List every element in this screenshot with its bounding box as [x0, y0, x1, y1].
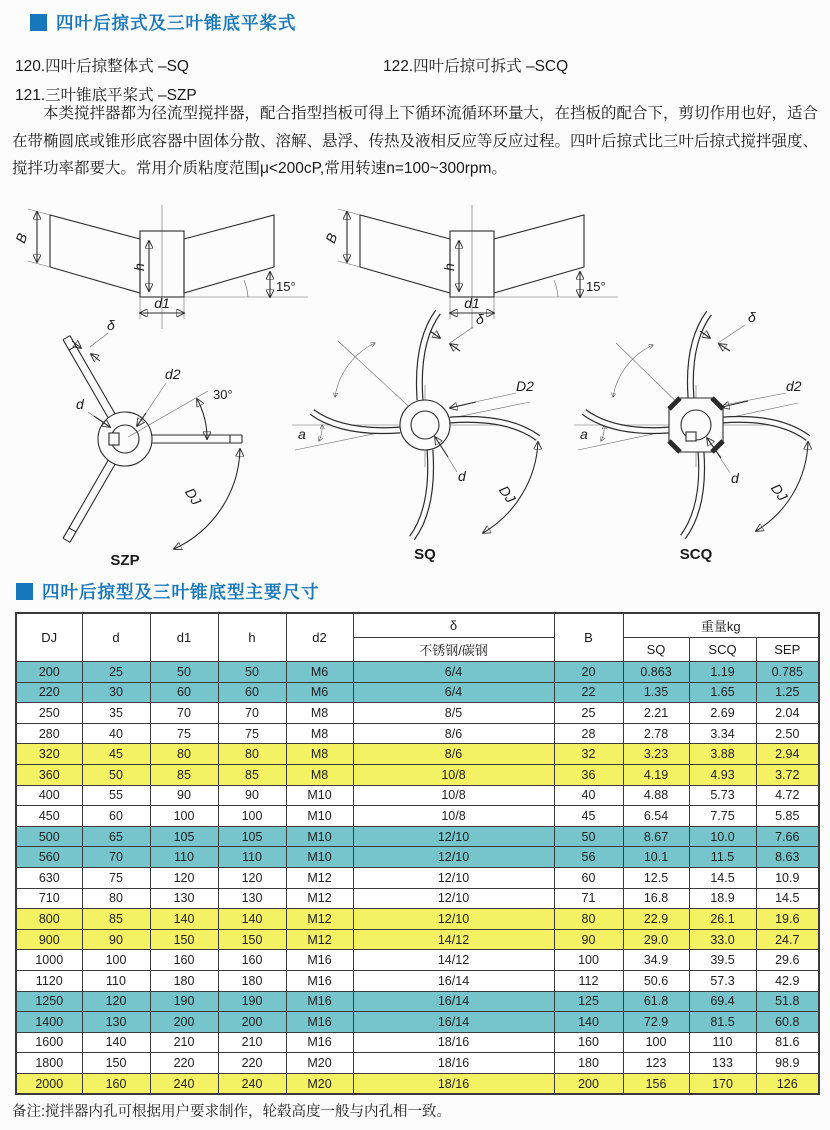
- blade-right: [494, 215, 584, 293]
- table-cell: 16/14: [353, 991, 554, 1012]
- table-cell: 0.863: [623, 662, 689, 683]
- table-cell: 51.8: [756, 991, 819, 1012]
- table-cell: 0.785: [756, 662, 819, 683]
- col-header-scq: SCQ: [689, 638, 756, 662]
- table-cell: 125: [554, 991, 623, 1012]
- table-cell: 18/16: [353, 1053, 554, 1074]
- table-cell: 2.78: [623, 723, 689, 744]
- table-cell: 100: [623, 1032, 689, 1053]
- dim-label-d: d: [76, 396, 84, 412]
- table-cell: 105: [150, 826, 218, 847]
- table-cell: 39.5: [689, 950, 756, 971]
- blade-left: [50, 215, 140, 293]
- dim-label-DJ: DJ: [495, 482, 519, 506]
- table-cell: 14/12: [353, 929, 554, 950]
- table-cell: 140: [218, 909, 286, 930]
- table-cell: 42.9: [756, 970, 819, 991]
- table-cell: 210: [150, 1032, 218, 1053]
- dim-label-D2: D2: [516, 378, 534, 394]
- table-cell: M12: [286, 929, 353, 950]
- table-cell: 180: [218, 970, 286, 991]
- table-cell: 450: [16, 806, 82, 827]
- table-cell: 140: [150, 909, 218, 930]
- table-cell: 250: [16, 703, 82, 724]
- table-cell: 70: [82, 847, 150, 868]
- col-header-material: 不锈钢/碳钢: [353, 638, 554, 662]
- table-cell: 12/10: [353, 867, 554, 888]
- table-cell: 8.63: [756, 847, 819, 868]
- side-view-diagram-left: [12, 201, 312, 333]
- table-cell: 69.4: [689, 991, 756, 1012]
- table-cell: 133: [689, 1053, 756, 1074]
- dim-label-DJ: DJ: [181, 484, 205, 508]
- table-cell: 126: [756, 1073, 819, 1094]
- szp-diagram: [10, 317, 270, 569]
- table-cell: 160: [82, 1073, 150, 1094]
- table-cell: M16: [286, 1012, 353, 1033]
- table-cell: 6/4: [353, 682, 554, 703]
- table-cell: 25: [82, 662, 150, 683]
- table-cell: 1250: [16, 991, 82, 1012]
- table-cell: 150: [82, 1053, 150, 1074]
- table-cell: 5.73: [689, 785, 756, 806]
- table-cell: 18/16: [353, 1073, 554, 1094]
- table-cell: 130: [218, 888, 286, 909]
- table-cell: 26.1: [689, 909, 756, 930]
- table-cell: 2.21: [623, 703, 689, 724]
- table-cell: M8: [286, 723, 353, 744]
- table-cell: 1120: [16, 970, 82, 991]
- table-cell: 65: [82, 826, 150, 847]
- table-cell: 12/10: [353, 909, 554, 930]
- table-cell: 12/10: [353, 888, 554, 909]
- table-cell: M8: [286, 764, 353, 785]
- table-cell: 200: [554, 1073, 623, 1094]
- dim-label-delta: δ: [107, 317, 115, 333]
- table-cell: 4.93: [689, 764, 756, 785]
- table-cell: 25: [554, 703, 623, 724]
- diagrams-area: [0, 195, 830, 575]
- table-cell: 1.65: [689, 682, 756, 703]
- table-cell: 33.0: [689, 929, 756, 950]
- section1-header: [30, 10, 297, 35]
- table-row: [16, 1053, 819, 1074]
- angle-label-15: 15°: [586, 279, 606, 294]
- table-cell: 18/16: [353, 1032, 554, 1053]
- table-cell: 10/8: [353, 806, 554, 827]
- table-cell: 10/8: [353, 764, 554, 785]
- table-cell: 190: [150, 991, 218, 1012]
- table-cell: 5.85: [756, 806, 819, 827]
- table-cell: 75: [82, 867, 150, 888]
- table-cell: 4.88: [623, 785, 689, 806]
- table-cell: 7.75: [689, 806, 756, 827]
- table-cell: 200: [150, 1012, 218, 1033]
- table-cell: 1.35: [623, 682, 689, 703]
- table-row: [16, 682, 819, 703]
- table-cell: 156: [623, 1073, 689, 1094]
- col-header-b: B: [554, 613, 623, 662]
- table-row: [16, 1032, 819, 1053]
- table-cell: 12/10: [353, 826, 554, 847]
- section1-title: 四叶后掠式及三叶锥底平桨式: [56, 13, 297, 33]
- table-cell: 200: [16, 662, 82, 683]
- szp-caption: SZP: [110, 552, 140, 569]
- table-cell: M16: [286, 970, 353, 991]
- dim-label-DJ: DJ: [767, 480, 791, 504]
- table-cell: M16: [286, 991, 353, 1012]
- table-cell: 10.9: [756, 867, 819, 888]
- table-cell: 56: [554, 847, 623, 868]
- table-cell: 71: [554, 888, 623, 909]
- table-cell: 40: [554, 785, 623, 806]
- table-cell: 3.72: [756, 764, 819, 785]
- table-cell: 360: [16, 764, 82, 785]
- table-cell: 50.6: [623, 970, 689, 991]
- table-cell: 50: [554, 826, 623, 847]
- table-cell: 110: [150, 847, 218, 868]
- table-cell: 85: [218, 764, 286, 785]
- table-cell: 40: [82, 723, 150, 744]
- table-cell: 34.9: [623, 950, 689, 971]
- table-cell: 220: [16, 682, 82, 703]
- table-cell: 12.5: [623, 867, 689, 888]
- table-cell: 80: [82, 888, 150, 909]
- model-item-120: 120.四叶后掠整体式 –SQ: [15, 58, 189, 75]
- table-row: [16, 703, 819, 724]
- table-row: [16, 723, 819, 744]
- dim-label-d1: d1: [464, 295, 480, 311]
- model-item-121: 121.三叶锥底平桨式 –SZP: [15, 87, 197, 104]
- table-cell: 85: [150, 764, 218, 785]
- keyway: [686, 432, 696, 441]
- table-cell: 110: [218, 847, 286, 868]
- table-cell: 3.34: [689, 723, 756, 744]
- table-cell: 110: [82, 970, 150, 991]
- section2-header: [16, 579, 320, 604]
- table-cell: 81.6: [756, 1032, 819, 1053]
- table-cell: M8: [286, 744, 353, 765]
- angle-label-30: 30°: [213, 387, 233, 402]
- table-cell: 2.50: [756, 723, 819, 744]
- table-cell: 100: [150, 806, 218, 827]
- table-cell: 10.0: [689, 826, 756, 847]
- dim-label-d2: d2: [786, 378, 802, 394]
- table-cell: 16/14: [353, 1012, 554, 1033]
- table-cell: 1000: [16, 950, 82, 971]
- table-cell: 2.69: [689, 703, 756, 724]
- table-cell: 6.54: [623, 806, 689, 827]
- table-cell: 500: [16, 826, 82, 847]
- table-cell: M10: [286, 847, 353, 868]
- col-header-h: h: [218, 613, 286, 662]
- table-cell: 16.8: [623, 888, 689, 909]
- table-cell: 90: [82, 929, 150, 950]
- table-cell: 12/10: [353, 847, 554, 868]
- table-cell: 3.88: [689, 744, 756, 765]
- table-cell: 80: [218, 744, 286, 765]
- table-row: [16, 1073, 819, 1094]
- table-cell: 3.23: [623, 744, 689, 765]
- col-header-d2: d2: [286, 613, 353, 662]
- table-cell: 900: [16, 929, 82, 950]
- table-cell: 105: [218, 826, 286, 847]
- table-cell: 14.5: [756, 888, 819, 909]
- description-paragraph: 本类搅拌器都为径流型搅拌器，配合指型挡板可得上下循环流循环环量大，在挡板的配合下，剪切作用也好，适合在带椭圆底或锥形底容器中固体分散、溶解、悬浮、传热及液相反应等反应过程。四叶后掠式比三叶后掠式搅拌强度、搅拌功率都要大。常用介质粘度范围μ<200cP,常用转速n=100~300rpm。: [12, 105, 819, 177]
- table-header: [16, 613, 819, 662]
- table-cell: 2000: [16, 1073, 82, 1094]
- col-header-sep: SEP: [756, 638, 819, 662]
- table-cell: 14/12: [353, 950, 554, 971]
- dimension-table-body: [16, 662, 819, 1095]
- table-cell: 560: [16, 847, 82, 868]
- table-cell: 50: [218, 662, 286, 683]
- table-cell: M6: [286, 662, 353, 683]
- table-cell: 11.5: [689, 847, 756, 868]
- dimension-table: [15, 612, 820, 1095]
- table-row: [16, 806, 819, 827]
- table-cell: 1800: [16, 1053, 82, 1074]
- sq-caption: SQ: [414, 546, 436, 563]
- table-cell: 24.7: [756, 929, 819, 950]
- table-cell: 120: [82, 991, 150, 1012]
- table-cell: M16: [286, 1032, 353, 1053]
- sq-diagram: [280, 305, 570, 563]
- table-cell: 100: [218, 806, 286, 827]
- table-cell: 110: [689, 1032, 756, 1053]
- table-cell: 240: [150, 1073, 218, 1094]
- table-cell: 30: [82, 682, 150, 703]
- table-cell: 45: [82, 744, 150, 765]
- table-cell: M12: [286, 888, 353, 909]
- table-cell: 45: [554, 806, 623, 827]
- table-cell: 60: [218, 682, 286, 703]
- table-cell: 160: [150, 950, 218, 971]
- table-row: [16, 867, 819, 888]
- table-cell: 1.19: [689, 662, 756, 683]
- table-row: [16, 847, 819, 868]
- table-cell: M16: [286, 950, 353, 971]
- table-cell: 70: [150, 703, 218, 724]
- table-cell: M10: [286, 806, 353, 827]
- table-cell: 55: [82, 785, 150, 806]
- table-cell: 4.72: [756, 785, 819, 806]
- table-cell: 170: [689, 1073, 756, 1094]
- table-cell: 29.0: [623, 929, 689, 950]
- table-cell: 800: [16, 909, 82, 930]
- table-cell: 200: [218, 1012, 286, 1033]
- table-cell: 7.66: [756, 826, 819, 847]
- hub-bore: [411, 411, 439, 439]
- keyway: [109, 433, 119, 445]
- table-cell: 28: [554, 723, 623, 744]
- table-cell: 180: [150, 970, 218, 991]
- col-header-sq: SQ: [623, 638, 689, 662]
- table-cell: 6/4: [353, 662, 554, 683]
- table-cell: 320: [16, 744, 82, 765]
- table-cell: 22: [554, 682, 623, 703]
- table-cell: 70: [218, 703, 286, 724]
- table-row: [16, 888, 819, 909]
- table-cell: 14.5: [689, 867, 756, 888]
- table-row: [16, 785, 819, 806]
- dim-label-h: h: [441, 263, 457, 271]
- szp-dimensions: [72, 317, 240, 549]
- table-cell: 220: [218, 1053, 286, 1074]
- scq-caption: SCQ: [679, 546, 713, 563]
- dim-label-delta: δ: [476, 311, 484, 327]
- table-cell: 1600: [16, 1032, 82, 1053]
- col-header-dj: DJ: [16, 613, 82, 662]
- table-cell: 190: [218, 991, 286, 1012]
- table-cell: 280: [16, 723, 82, 744]
- table-cell: 8/6: [353, 744, 554, 765]
- table-cell: 130: [82, 1012, 150, 1033]
- table-cell: M12: [286, 867, 353, 888]
- table-cell: 60: [554, 867, 623, 888]
- table-cell: 18.9: [689, 888, 756, 909]
- table-cell: 16/14: [353, 970, 554, 991]
- dim-label-d: d: [458, 468, 466, 484]
- table-cell: 57.3: [689, 970, 756, 991]
- table-cell: 50: [150, 662, 218, 683]
- angle-label-15: 15°: [276, 279, 296, 294]
- table-cell: 400: [16, 785, 82, 806]
- table-cell: 220: [150, 1053, 218, 1074]
- table-cell: 90: [150, 785, 218, 806]
- table-cell: 19.6: [756, 909, 819, 930]
- table-cell: 85: [82, 909, 150, 930]
- dim-label-B: B: [322, 230, 341, 246]
- blue-square-bullet-icon: [16, 583, 33, 600]
- table-cell: 10/8: [353, 785, 554, 806]
- table-cell: 140: [82, 1032, 150, 1053]
- table-cell: 4.19: [623, 764, 689, 785]
- table-cell: 120: [150, 867, 218, 888]
- table-cell: 1.25: [756, 682, 819, 703]
- col-header-delta: δ: [353, 613, 554, 638]
- table-cell: 2.04: [756, 703, 819, 724]
- table-cell: M10: [286, 785, 353, 806]
- model-item-122: 122.四叶后掠可拆式 –SCQ: [383, 58, 569, 75]
- table-row: [16, 826, 819, 847]
- table-row: [16, 1012, 819, 1033]
- table-cell: 75: [150, 723, 218, 744]
- blade-left: [360, 215, 450, 293]
- dim-label-a: a: [580, 426, 588, 442]
- table-row: [16, 764, 819, 785]
- dim-label-d2: d2: [165, 366, 181, 382]
- table-cell: 120: [218, 867, 286, 888]
- table-cell: 22.9: [623, 909, 689, 930]
- table-cell: 60.8: [756, 1012, 819, 1033]
- table-cell: M6: [286, 682, 353, 703]
- table-cell: 123: [623, 1053, 689, 1074]
- table-cell: 240: [218, 1073, 286, 1094]
- table-cell: 98.9: [756, 1053, 819, 1074]
- col-header-d: d: [82, 613, 150, 662]
- table-row: [16, 991, 819, 1012]
- table-cell: 50: [82, 764, 150, 785]
- section2-title: 四叶后掠型及三叶锥底型主要尺寸: [42, 582, 320, 602]
- table-row: [16, 929, 819, 950]
- table-cell: 8/6: [353, 723, 554, 744]
- table-cell: 1400: [16, 1012, 82, 1033]
- table-cell: 630: [16, 867, 82, 888]
- table-row: [16, 950, 819, 971]
- table-cell: 81.5: [689, 1012, 756, 1033]
- table-cell: 60: [150, 682, 218, 703]
- table-cell: 20: [554, 662, 623, 683]
- table-cell: 29.6: [756, 950, 819, 971]
- table-cell: M8: [286, 703, 353, 724]
- footnote: 备注:搅拌器内孔可根据用户要求制作，轮毂高度一般与内孔相一致。: [12, 1104, 452, 1120]
- table-cell: 8/5: [353, 703, 554, 724]
- table-cell: 710: [16, 888, 82, 909]
- table-cell: 160: [554, 1032, 623, 1053]
- table-row: [16, 970, 819, 991]
- dim-label-a: a: [298, 426, 306, 442]
- table-cell: 112: [554, 970, 623, 991]
- impeller-side-drawing: [12, 205, 308, 329]
- table-cell: 80: [150, 744, 218, 765]
- scq-diagram: [568, 305, 830, 563]
- table-row: [16, 744, 819, 765]
- table-cell: 75: [218, 723, 286, 744]
- table-cell: 160: [218, 950, 286, 971]
- table-cell: M20: [286, 1073, 353, 1094]
- dim-label-delta: δ: [748, 309, 756, 325]
- col-header-weight: 重量kg: [623, 613, 819, 638]
- table-cell: 150: [150, 929, 218, 950]
- table-cell: 61.8: [623, 991, 689, 1012]
- table-cell: 32: [554, 744, 623, 765]
- dim-label-B: B: [12, 230, 31, 246]
- table-cell: M12: [286, 909, 353, 930]
- table-cell: 36: [554, 764, 623, 785]
- table-cell: M10: [286, 826, 353, 847]
- table-cell: 80: [554, 909, 623, 930]
- table-cell: 210: [218, 1032, 286, 1053]
- table-cell: M20: [286, 1053, 353, 1074]
- table-cell: 60: [82, 806, 150, 827]
- dim-label-d1: d1: [154, 295, 170, 311]
- table-cell: 90: [554, 929, 623, 950]
- table-cell: 8.67: [623, 826, 689, 847]
- blue-square-bullet-icon: [30, 14, 47, 31]
- table-cell: 130: [150, 888, 218, 909]
- table-row: [16, 662, 819, 683]
- table-cell: 100: [82, 950, 150, 971]
- table-cell: 72.9: [623, 1012, 689, 1033]
- table-cell: 100: [554, 950, 623, 971]
- table-cell: 150: [218, 929, 286, 950]
- dim-label-d: d: [731, 470, 739, 486]
- col-header-d1: d1: [150, 613, 218, 662]
- table-cell: 140: [554, 1012, 623, 1033]
- table-row: [16, 909, 819, 930]
- table-cell: 10.1: [623, 847, 689, 868]
- table-cell: 35: [82, 703, 150, 724]
- table-cell: 2.94: [756, 744, 819, 765]
- table-cell: 90: [218, 785, 286, 806]
- blade-right: [184, 215, 274, 293]
- dim-label-h: h: [131, 263, 147, 271]
- table-cell: 180: [554, 1053, 623, 1074]
